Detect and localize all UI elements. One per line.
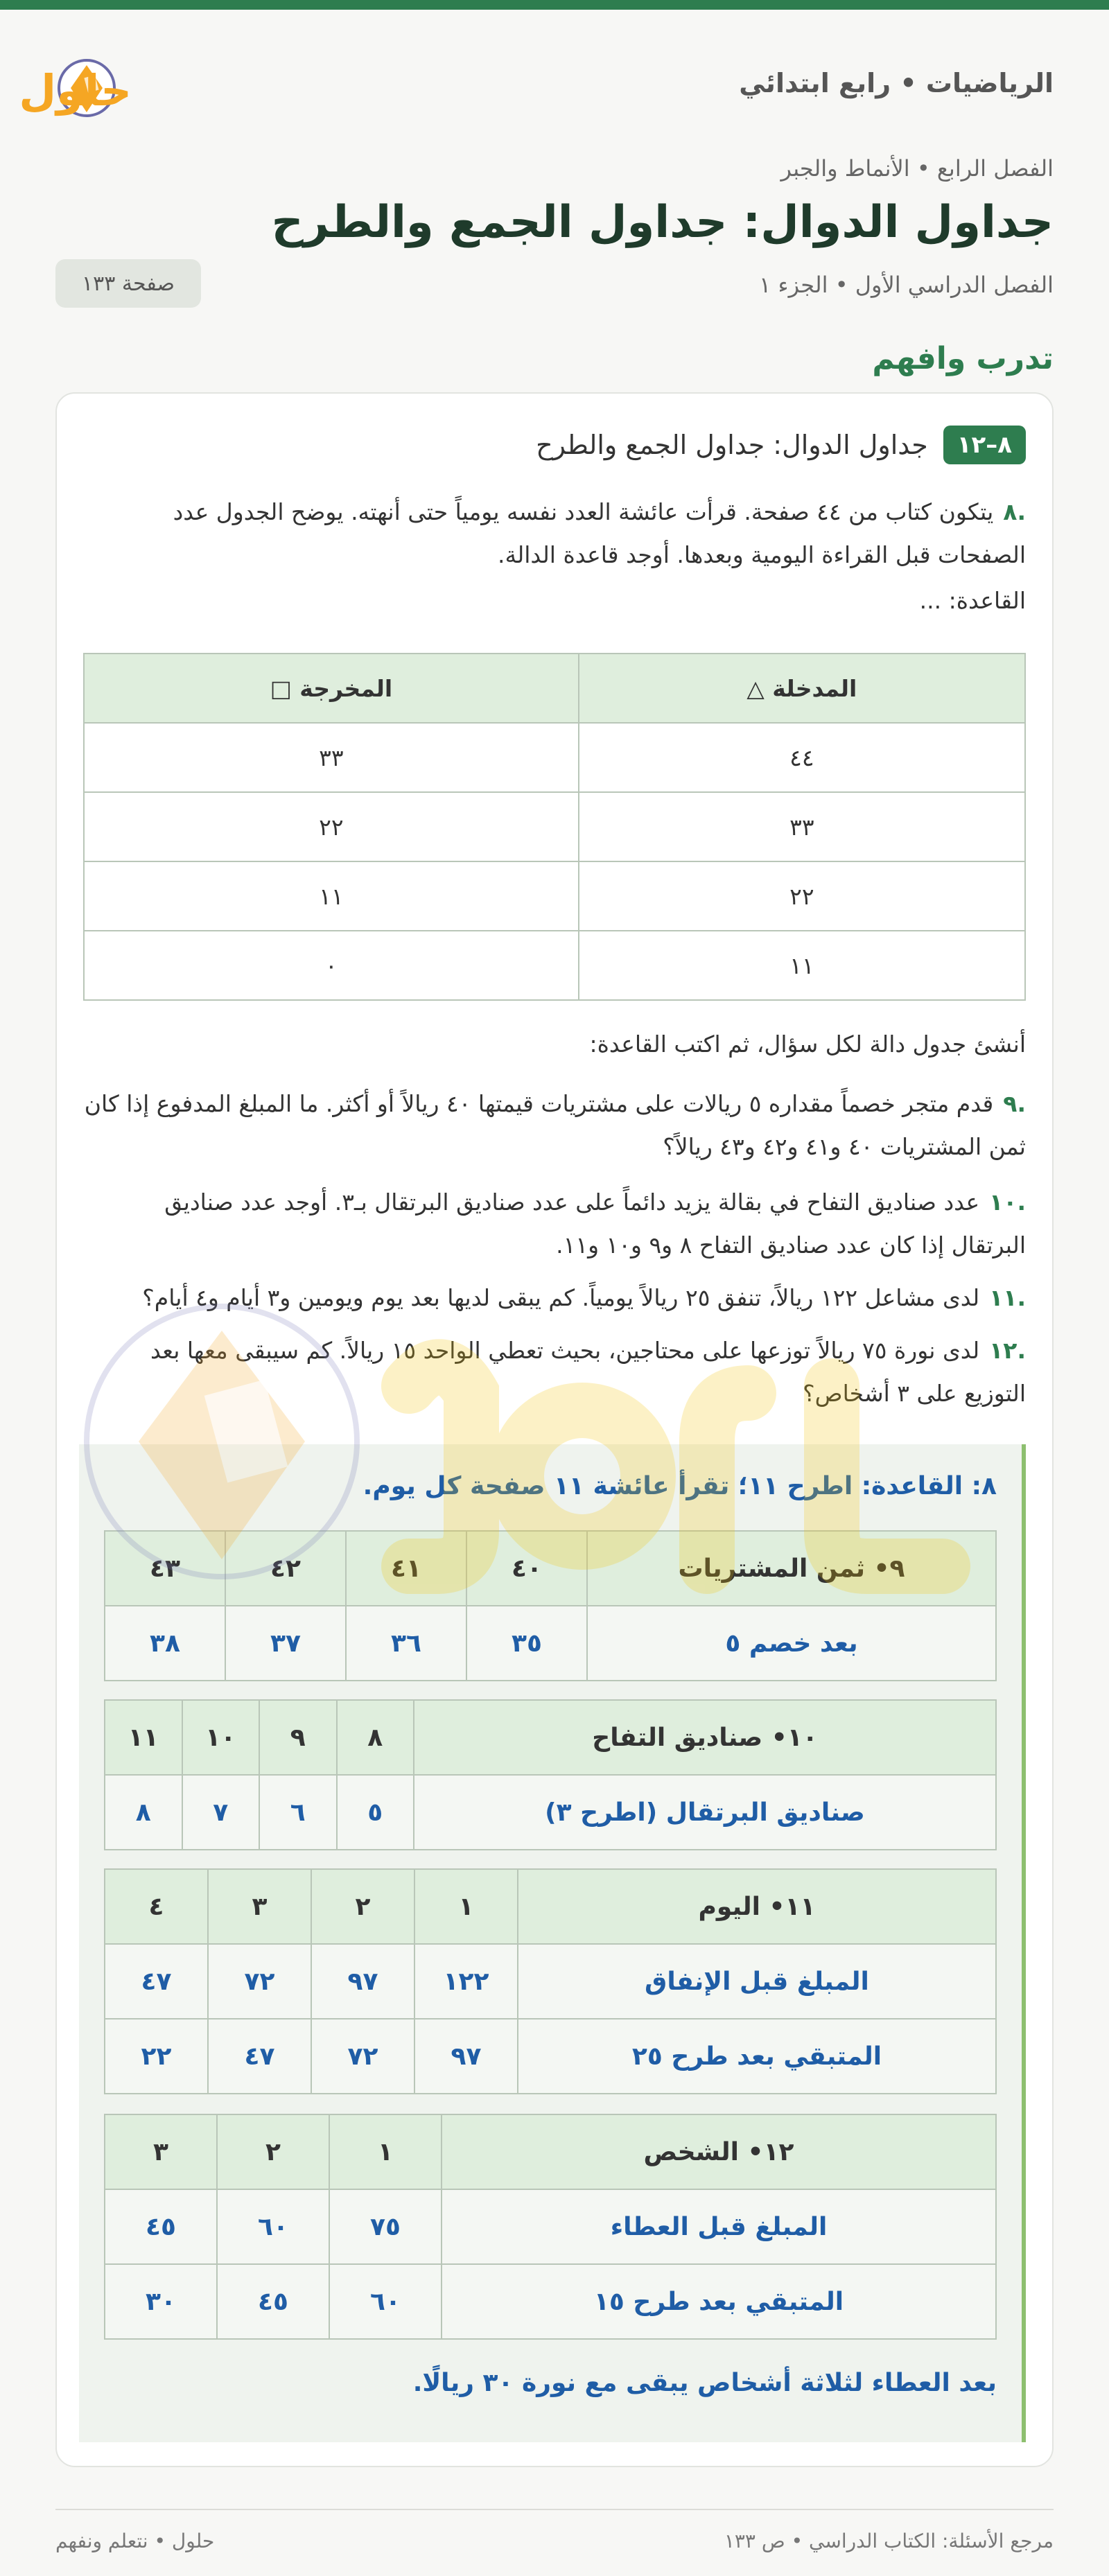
table-cell: ٢٢ <box>579 861 1025 931</box>
site-logo[interactable] <box>19 49 263 125</box>
answer-table-label: ١١• اليوم <box>518 1869 996 1944</box>
table-row <box>105 2264 996 2339</box>
answer-12-conclusion: بعد العطاء لثلاثة أشخاص يبقى مع نورة ٣٠ ريالًا. <box>412 2369 997 2397</box>
table-row <box>105 1606 996 1681</box>
footer-reference: مرجع الأسئلة: الكتاب الدراسي • ص ١٣٣ <box>724 2530 1054 2552</box>
answer-table-q11 <box>104 1868 997 2094</box>
table-cell: ٧٢ <box>311 2019 414 2094</box>
question-text: عدد صناديق التفاح في بقالة يزيد دائماً على عدد صناديق البرتقال بـ٣. أوجد عدد صناديق البرتقال إذا كان عدد صناديق التفاح ٨ و٩ و١٠ و١١. <box>164 1189 1026 1259</box>
table-row <box>105 2189 996 2264</box>
lesson-number-badge: ٨–١٢ <box>943 426 1026 464</box>
question-number: .٨ <box>1003 498 1026 525</box>
table-header: ١ <box>414 1869 518 1944</box>
table-cell: ٨ <box>105 1775 182 1850</box>
table-row <box>84 931 1025 1000</box>
question-11 <box>83 1277 1026 1320</box>
answer-table-q10 <box>104 1699 997 1850</box>
answer-table-label: ١٠• صناديق التفاح <box>414 1700 996 1775</box>
table-header: ٩ <box>259 1700 337 1775</box>
table-cell: ٧٢ <box>208 1944 311 2019</box>
page-title: جداول الدوال: جداول الجمع والطرح <box>271 197 1054 248</box>
table-cell: ٦٠ <box>329 2264 442 2339</box>
table-cell: ١١ <box>579 931 1025 1000</box>
table-row <box>84 723 1025 792</box>
table-cell: ٤٧ <box>208 2019 311 2094</box>
table-cell: ٣٨ <box>105 1606 225 1681</box>
question-text: يتكون كتاب من ٤٤ صفحة. قرأت عائشة العدد نفسه يومياً حتى أنهته. يوضح الجدول عدد الصفحات قبل القراءة اليومية وبعدها. أوجد قاعدة الدالة. <box>173 498 1026 568</box>
table-cell: ٤٧ <box>105 1944 208 2019</box>
table-header: ٨ <box>337 1700 414 1775</box>
table-cell: ٥ <box>337 1775 414 1850</box>
question-12 <box>83 1329 1026 1415</box>
table-cell: ٧٥ <box>329 2189 442 2264</box>
table-header-output: المخرجة □ <box>84 654 579 723</box>
table-cell: ٩٧ <box>414 2019 518 2094</box>
chapter-label: الفصل الرابع • الأنماط والجبر <box>780 155 1054 182</box>
answers-panel <box>79 1444 1026 2442</box>
table-header: ٢ <box>311 1869 414 1944</box>
table-cell: ٣٧ <box>225 1606 346 1681</box>
question-number: .١٢ <box>989 1337 1026 1364</box>
lesson-header <box>536 426 1026 464</box>
answer-table-label: ١٢• الشخص <box>442 2114 996 2189</box>
row-label: المتبقي بعد طرح ٢٥ <box>518 2019 996 2094</box>
question-number: .١٠ <box>989 1189 1026 1216</box>
table-header: ٢ <box>217 2114 329 2189</box>
lesson-title: جداول الدوال: جداول الجمع والطرح <box>536 430 928 460</box>
table-cell: ٧ <box>182 1775 260 1850</box>
section-heading: تدرب وافهم <box>872 341 1054 376</box>
answer-table-label: ٩• ثمن المشتريات <box>587 1531 996 1606</box>
question-9 <box>83 1083 1026 1168</box>
page-footer <box>55 2509 1054 2552</box>
table-cell: ١١ <box>84 861 579 931</box>
answer-table-q12 <box>104 2114 997 2340</box>
table-cell: ٤٥ <box>105 2189 217 2264</box>
question-8 <box>83 491 1026 577</box>
question-10 <box>83 1181 1026 1267</box>
instructions: أنشئ جدول دالة لكل سؤال، ثم اكتب القاعدة: <box>589 1031 1026 1058</box>
table-header-input: المدخلة △ <box>579 654 1025 723</box>
answer-table-q9 <box>104 1530 997 1681</box>
table-header: ٤١ <box>346 1531 466 1606</box>
logo-text: حلول <box>19 65 132 116</box>
row-label: بعد خصم ٥ <box>587 1606 996 1681</box>
table-header: ٣ <box>208 1869 311 1944</box>
table-cell: ٣٠ <box>105 2264 217 2339</box>
table-header: ٤٢ <box>225 1531 346 1606</box>
logo-icon <box>19 49 263 125</box>
table-header: ١٠ <box>182 1700 260 1775</box>
row-label: صناديق البرتقال (اطرح ٣) <box>414 1775 996 1850</box>
table-cell: ٣٦ <box>346 1606 466 1681</box>
table-row <box>84 861 1025 931</box>
row-label: المبلغ قبل الإنفاق <box>518 1944 996 2019</box>
question-number: .٩ <box>1003 1090 1026 1117</box>
table-header: ٤ <box>105 1869 208 1944</box>
table-cell: ٤٥ <box>217 2264 329 2339</box>
rule-label: القاعدة: ... <box>919 587 1026 614</box>
table-header: ٤٣ <box>105 1531 225 1606</box>
table-cell: ٢٢ <box>84 792 579 861</box>
page-number-badge: صفحة ١٣٣ <box>55 259 201 308</box>
table-row <box>105 1944 996 2019</box>
question-text: لدى نورة ٧٥ ريالاً توزعها على محتاجين، بحيث تعطي الواحد ١٥ ريالاً. كم سيبقى معها بعد التوزيع على ٣ أشخاص؟ <box>150 1337 1026 1407</box>
table-cell: ١٢٢ <box>414 1944 518 2019</box>
table-cell: ٩٧ <box>311 1944 414 2019</box>
table-header: ٤٠ <box>466 1531 587 1606</box>
row-label: المبلغ قبل العطاء <box>442 2189 996 2264</box>
table-cell: ٤٤ <box>579 723 1025 792</box>
subject-label: الرياضيات • رابع ابتدائي <box>739 68 1054 98</box>
row-label: المتبقي بعد طرح ١٥ <box>442 2264 996 2339</box>
question-text: قدم متجر خصماً مقداره ٥ ريالات على مشتريات قيمتها ٤٠ ريالاً أو أكثر. ما المبلغ المدفوع إذا كان ثمن المشتريات ٤٠ و٤١ و٤٢ و٤٣ ريالاً؟ <box>84 1090 1026 1160</box>
exercise-card <box>55 392 1054 2467</box>
top-accent-bar <box>0 0 1109 10</box>
table-cell: ٣٣ <box>579 792 1025 861</box>
table-cell: ٠ <box>84 931 579 1000</box>
table-header: ٣ <box>105 2114 217 2189</box>
function-table-q8 <box>83 653 1026 1001</box>
question-text: لدى مشاعل ١٢٢ ريالاً، تنفق ٢٥ ريالاً يومياً. كم يبقى لديها بعد يوم ويومين و٣ أيام و٤ أيام؟ <box>142 1284 980 1311</box>
question-number: .١١ <box>989 1284 1026 1311</box>
table-row <box>105 1775 996 1850</box>
semester-label: الفصل الدراسي الأول • الجزء ١ <box>759 272 1054 298</box>
table-header: ١ <box>329 2114 442 2189</box>
footer-brand: حلول • نتعلم ونفهم <box>55 2530 215 2552</box>
table-cell: ٣٥ <box>466 1606 587 1681</box>
table-row <box>84 792 1025 861</box>
table-cell: ٢٢ <box>105 2019 208 2094</box>
table-header: ١١ <box>105 1700 182 1775</box>
table-cell: ٦ <box>259 1775 337 1850</box>
table-cell: ٣٣ <box>84 723 579 792</box>
answer-8-rule: ٨: القاعدة: اطرح ١١؛ تقرأ عائشة ١١ صفحة كل يوم. <box>363 1472 997 1500</box>
table-row <box>105 2019 996 2094</box>
table-cell: ٦٠ <box>217 2189 329 2264</box>
